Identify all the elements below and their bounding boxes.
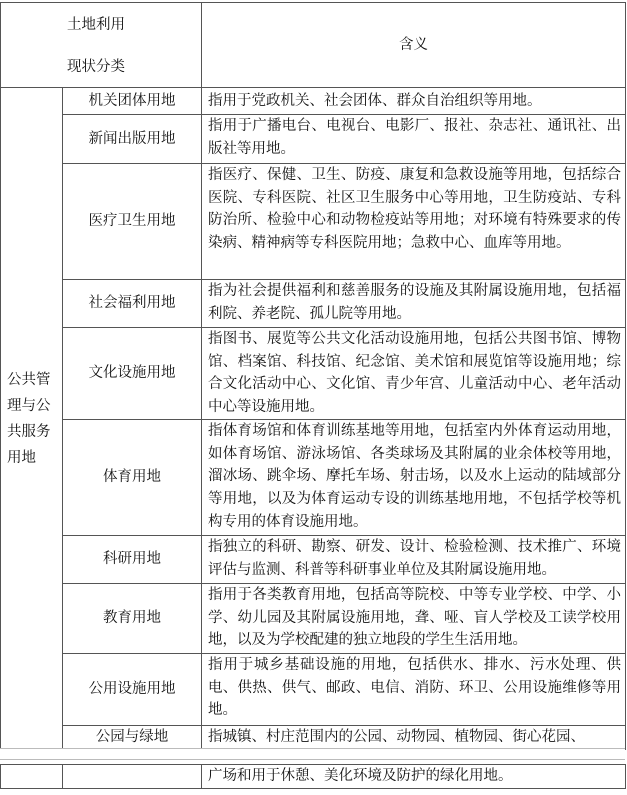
row-name: 机关团体用地 [63,88,202,115]
row-meaning: 指为社会提供福利和慈善服务的设施及其附属设施用地，包括福利院、养老院、孤儿院等用地。 [202,280,626,328]
header-category-line1: 土地利用 [67,17,125,33]
table-row [1,726,626,750]
header-category-cell [1,3,202,88]
row-name: 体育用地 [63,420,202,536]
row-name: 社会福利用地 [63,280,202,328]
page-break [0,748,625,760]
header-meaning-cell: 含义 [202,3,626,88]
continuation-group-cell [1,765,63,789]
header-category-line2: 现状分类 [67,58,125,75]
table-row [1,584,626,654]
row-meaning: 指图书、展览等公共文化活动设施用地，包括公共图书馆、博物馆、档案馆、科技馆、纪念馆、美术馆和展览馆等设施用地；综合文化活动中心、文化馆、青少年宫、儿童活动中心、老年活动中心等设施用地。 [202,328,626,420]
row-meaning: 指独立的科研、勘察、研发、设计、检验检测、技术推广、环境评估与监测、科普等科研事业单位及其附属设施用地。 [202,536,626,584]
land-use-table [0,2,626,750]
continuation-meaning: 广场和用于休憩、美化环境及防护的绿化用地。 [202,765,626,789]
row-meaning: 指医疗、保健、卫生、防疫、康复和急救设施等用地，包括综合医院、专科医院、社区卫生服务中心等用地，卫生防疫站、专科防治所、检验中心和动物检疫站等用地；对环境有特殊要求的传染病、精神病等专科医院用地；急救中心、血库等用地。 [202,164,626,280]
row-name: 科研用地 [63,536,202,584]
row-name: 医疗卫生用地 [63,164,202,280]
continuation-table [0,764,626,789]
row-meaning: 指体育场馆和体育训练基地等用地，包括室内外体育运动用地，如体育场馆、游泳场馆、各类球场及其附属的业余体校等用地，溜冰场、跳伞场、摩托车场、射击场，以及水上运动的陆域部分等用地，以及为体育运动专设的训练基地用地，不包括学校等机构专用的体育设施用地。 [202,420,626,536]
table-row [1,654,626,726]
table-header-row [1,3,626,88]
row-name: 公园与绿地 [63,726,202,750]
table-row [1,88,626,115]
row-name: 教育用地 [63,584,202,654]
row-name: 新闻出版用地 [63,115,202,164]
table-row [1,115,626,164]
continuation-row [1,765,626,789]
table-row [1,164,626,280]
row-meaning: 指用于党政机关、社会团体、群众自治组织等用地。 [202,88,626,115]
continuation-name-cell [63,765,202,789]
table-row [1,280,626,328]
row-name: 文化设施用地 [63,328,202,420]
row-meaning: 指城镇、村庄范围内的公园、动物园、植物园、街心花园、 [202,726,626,750]
row-meaning: 指用于各类教育用地，包括高等院校、中等专业学校、中学、小学、幼儿园及其附属设施用地，聋、哑、盲人学校及工读学校用地，以及为学校配建的独立地段的学生生活用地。 [202,584,626,654]
table-row [1,420,626,536]
row-name: 公用设施用地 [63,654,202,726]
row-meaning: 指用于广播电台、电视台、电影厂、报社、杂志社、通讯社、出版社等用地。 [202,115,626,164]
table-row [1,536,626,584]
table-row [1,328,626,420]
group-label-cell: 公共管理与公共服务用地 [1,88,63,750]
row-meaning: 指用于城乡基础设施的用地，包括供水、排水、污水处理、供电、供热、供气、邮政、电信、消防、环卫、公用设施维修等用地。 [202,654,626,726]
